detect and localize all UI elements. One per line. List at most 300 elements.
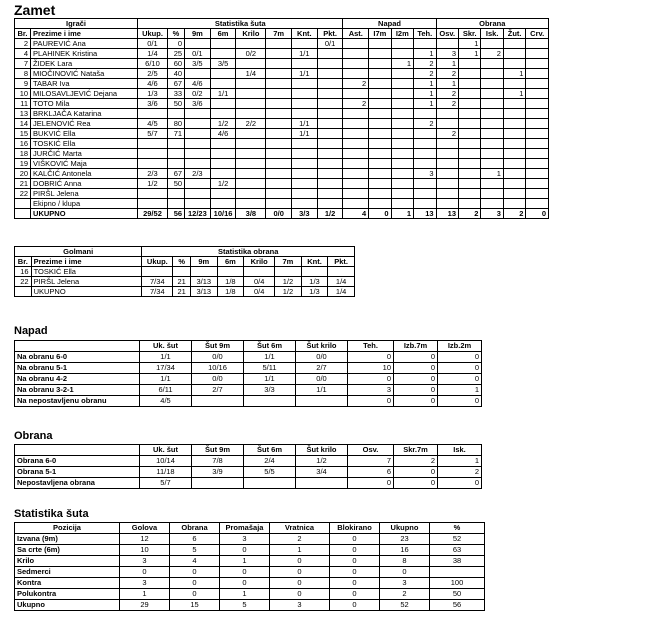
table-cell: 1/4 bbox=[328, 277, 355, 287]
table-cell: 0/4 bbox=[244, 287, 275, 297]
goalkeepers-table bbox=[14, 246, 355, 297]
table-cell: 2 bbox=[503, 209, 525, 219]
table-cell: 1/3 bbox=[301, 277, 328, 287]
table-cell bbox=[173, 267, 191, 277]
player-row bbox=[15, 69, 549, 79]
table-cell: 3/3 bbox=[244, 385, 296, 396]
column-header: Skr.7m bbox=[394, 445, 438, 456]
table-cell bbox=[317, 139, 343, 149]
table-cell: 0 bbox=[394, 467, 438, 478]
table-cell bbox=[391, 109, 413, 119]
table-cell bbox=[210, 199, 236, 209]
player-row bbox=[15, 59, 549, 69]
table-cell bbox=[459, 69, 481, 79]
table-cell: 0 bbox=[270, 589, 330, 600]
table-cell bbox=[236, 109, 266, 119]
table-cell bbox=[369, 169, 391, 179]
table-cell: 0/0 bbox=[192, 352, 244, 363]
table-cell bbox=[503, 49, 525, 59]
table-cell bbox=[317, 109, 343, 119]
napad-table bbox=[14, 340, 482, 407]
table-cell bbox=[526, 149, 549, 159]
table-cell bbox=[266, 139, 292, 149]
table-cell bbox=[317, 179, 343, 189]
column-header: Blokirano bbox=[330, 523, 380, 534]
table-cell: 22 bbox=[15, 189, 31, 199]
column-header: I7m bbox=[369, 29, 391, 39]
table-cell bbox=[436, 119, 458, 129]
column-header: I2m bbox=[391, 29, 413, 39]
table-cell: 0/0 bbox=[192, 374, 244, 385]
table-cell: 16 bbox=[15, 267, 32, 277]
table-cell: 11/18 bbox=[140, 467, 192, 478]
column-header: Osv. bbox=[348, 445, 394, 456]
table-cell: 6 bbox=[348, 467, 394, 478]
table-cell bbox=[185, 149, 211, 159]
table-cell bbox=[266, 189, 292, 199]
table-cell: 3/13 bbox=[191, 277, 218, 287]
table-cell: 2 bbox=[481, 49, 503, 59]
table-cell bbox=[266, 39, 292, 49]
table-cell: 2/4 bbox=[244, 456, 296, 467]
table-cell bbox=[436, 169, 458, 179]
table-cell bbox=[317, 199, 343, 209]
table-cell bbox=[391, 119, 413, 129]
table-cell bbox=[236, 199, 266, 209]
column-header: 7m bbox=[266, 29, 292, 39]
table-cell bbox=[217, 267, 244, 277]
table-cell: 29 bbox=[120, 600, 170, 611]
table-cell: 29/52 bbox=[138, 209, 168, 219]
table-cell bbox=[369, 179, 391, 189]
table-cell: 1 bbox=[436, 79, 458, 89]
table-cell bbox=[459, 199, 481, 209]
table-cell bbox=[210, 169, 236, 179]
column-header: Skr. bbox=[459, 29, 481, 39]
table-cell: 38 bbox=[430, 556, 485, 567]
table-cell: 1 bbox=[414, 99, 437, 109]
table-cell: 0 bbox=[170, 578, 220, 589]
table-cell: 10 bbox=[15, 89, 31, 99]
table-cell: 1/2 bbox=[317, 209, 343, 219]
column-header: Br. bbox=[15, 29, 31, 39]
player-row bbox=[15, 149, 549, 159]
table-cell bbox=[210, 39, 236, 49]
table-cell: VIŠKOVIĆ Maja bbox=[31, 159, 138, 169]
table-cell bbox=[236, 59, 266, 69]
table-cell: 8 bbox=[380, 556, 430, 567]
players-table bbox=[14, 18, 549, 219]
table-cell bbox=[167, 189, 184, 199]
table-cell: 0 bbox=[394, 478, 438, 489]
table-cell bbox=[414, 199, 437, 209]
table-cell: 50 bbox=[430, 589, 485, 600]
table-cell: 0/1 bbox=[138, 39, 168, 49]
table-cell bbox=[210, 99, 236, 109]
table-cell: 14 bbox=[15, 119, 31, 129]
table-cell bbox=[210, 109, 236, 119]
table-cell: 2/5 bbox=[138, 69, 168, 79]
table-cell: 60 bbox=[167, 59, 184, 69]
table-cell bbox=[459, 129, 481, 139]
table-cell bbox=[317, 159, 343, 169]
table-cell: 3 bbox=[436, 49, 458, 59]
group-header-attack: Napad bbox=[343, 19, 436, 29]
table-cell: Polukontra bbox=[15, 589, 120, 600]
table-cell bbox=[167, 159, 184, 169]
table-cell: 0/0 bbox=[296, 374, 348, 385]
table-cell bbox=[391, 89, 413, 99]
table-cell: Krilo bbox=[15, 556, 120, 567]
table-cell bbox=[301, 267, 328, 277]
group-header-defense: Obrana bbox=[436, 19, 548, 29]
table-cell: 0 bbox=[330, 578, 380, 589]
table-row bbox=[15, 363, 482, 374]
table-cell: 2/2 bbox=[236, 119, 266, 129]
table-cell: 5 bbox=[220, 600, 270, 611]
table-cell bbox=[369, 159, 391, 169]
column-header: Pkt. bbox=[328, 257, 355, 267]
table-cell: 1/8 bbox=[217, 277, 244, 287]
column-header: Vratnica bbox=[270, 523, 330, 534]
table-cell: 12 bbox=[120, 534, 170, 545]
table-cell bbox=[266, 119, 292, 129]
goalkeeper-row bbox=[15, 267, 355, 277]
table-cell bbox=[436, 39, 458, 49]
table-cell bbox=[503, 59, 525, 69]
table-cell: 0 bbox=[438, 396, 482, 407]
table-cell: 1 bbox=[503, 89, 525, 99]
table-cell: 1/1 bbox=[292, 49, 318, 59]
column-header: Krilo bbox=[244, 257, 275, 267]
table-cell bbox=[236, 189, 266, 199]
table-cell bbox=[138, 149, 168, 159]
table-cell: 16 bbox=[15, 139, 31, 149]
table-cell: DOBRIĆ Anna bbox=[31, 179, 138, 189]
table-cell bbox=[343, 189, 369, 199]
table-cell bbox=[266, 129, 292, 139]
column-header: Prezime i ime bbox=[31, 257, 142, 267]
player-row bbox=[15, 89, 549, 99]
table-cell bbox=[236, 129, 266, 139]
table-cell: 5 bbox=[170, 545, 220, 556]
group-header-shot-stats: Statistika šuta bbox=[138, 19, 343, 29]
table-cell: 2 bbox=[380, 589, 430, 600]
column-header: Ukup. bbox=[138, 29, 168, 39]
table-cell bbox=[244, 396, 296, 407]
table-cell: 2/7 bbox=[192, 385, 244, 396]
table-cell: 13 bbox=[15, 109, 31, 119]
table-cell: 2/3 bbox=[138, 169, 168, 179]
table-cell: 0 bbox=[380, 567, 430, 578]
table-cell: 1 bbox=[220, 589, 270, 600]
table-cell: 0 bbox=[348, 396, 394, 407]
table-cell bbox=[391, 79, 413, 89]
table-cell bbox=[369, 79, 391, 89]
table-cell: 0 bbox=[330, 545, 380, 556]
player-row bbox=[15, 139, 549, 149]
column-header: Teh. bbox=[348, 341, 394, 352]
table-cell bbox=[292, 109, 318, 119]
table-cell bbox=[459, 109, 481, 119]
table-cell bbox=[369, 109, 391, 119]
table-cell bbox=[459, 189, 481, 199]
table-cell: 2 bbox=[436, 69, 458, 79]
table-cell bbox=[185, 179, 211, 189]
column-header: Šut 6m bbox=[244, 445, 296, 456]
player-row bbox=[15, 199, 549, 209]
table-cell: 1/4 bbox=[328, 287, 355, 297]
table-cell: 1 bbox=[414, 79, 437, 89]
player-row bbox=[15, 79, 549, 89]
player-row bbox=[15, 159, 549, 169]
table-cell bbox=[292, 199, 318, 209]
player-row bbox=[15, 209, 549, 219]
table-cell bbox=[481, 149, 503, 159]
table-cell: 1/1 bbox=[292, 69, 318, 79]
table-cell: 22 bbox=[15, 277, 32, 287]
table-cell: JELENOVIĆ Rea bbox=[31, 119, 138, 129]
table-cell bbox=[526, 39, 549, 49]
table-cell: 33 bbox=[167, 89, 184, 99]
table-cell bbox=[481, 99, 503, 109]
table-cell: 0 bbox=[170, 567, 220, 578]
table-cell bbox=[236, 39, 266, 49]
table-cell bbox=[15, 209, 31, 219]
table-cell: BRKLJAČA Katarina bbox=[31, 109, 138, 119]
table-cell bbox=[369, 149, 391, 159]
table-cell bbox=[210, 79, 236, 89]
table-cell bbox=[481, 139, 503, 149]
table-cell: 0/0 bbox=[296, 352, 348, 363]
column-header: Promašaja bbox=[220, 523, 270, 534]
table-row bbox=[15, 396, 482, 407]
table-cell: 1 bbox=[120, 589, 170, 600]
table-cell bbox=[526, 79, 549, 89]
table-cell bbox=[503, 119, 525, 129]
table-cell: ŽIDEK Lara bbox=[31, 59, 138, 69]
table-cell bbox=[391, 199, 413, 209]
table-cell: 25 bbox=[167, 49, 184, 59]
table-cell: 1/2 bbox=[210, 119, 236, 129]
table-cell bbox=[343, 199, 369, 209]
table-cell bbox=[369, 199, 391, 209]
table-cell bbox=[459, 169, 481, 179]
table-cell bbox=[317, 49, 343, 59]
table-cell bbox=[317, 129, 343, 139]
player-row bbox=[15, 119, 549, 129]
table-cell bbox=[391, 49, 413, 59]
table-cell bbox=[391, 129, 413, 139]
shot-row bbox=[15, 545, 485, 556]
table-cell bbox=[292, 139, 318, 149]
table-cell: 67 bbox=[167, 169, 184, 179]
table-cell bbox=[244, 478, 296, 489]
team-title: Zamet bbox=[14, 2, 56, 18]
table-cell bbox=[503, 79, 525, 89]
table-cell: PAUREVIĆ Ana bbox=[31, 39, 138, 49]
table-cell bbox=[436, 149, 458, 159]
table-cell bbox=[343, 179, 369, 189]
table-cell: Na obranu 5-1 bbox=[15, 363, 140, 374]
table-cell: 16 bbox=[380, 545, 430, 556]
table-cell: 2/7 bbox=[296, 363, 348, 374]
shot-row bbox=[15, 600, 485, 611]
table-cell bbox=[414, 189, 437, 199]
table-cell: Na obranu 3-2-1 bbox=[15, 385, 140, 396]
table-cell bbox=[185, 159, 211, 169]
column-header-row bbox=[15, 523, 485, 534]
table-cell bbox=[292, 149, 318, 159]
table-cell bbox=[343, 59, 369, 69]
table-cell bbox=[210, 69, 236, 79]
column-header: Šut 6m bbox=[244, 341, 296, 352]
table-cell: 1 bbox=[436, 59, 458, 69]
table-cell: MILOSAVLJEVIĆ Dejana bbox=[31, 89, 138, 99]
column-header: Izb.2m bbox=[438, 341, 482, 352]
table-cell bbox=[414, 179, 437, 189]
table-cell bbox=[369, 59, 391, 69]
table-cell bbox=[185, 199, 211, 209]
column-header: Br. bbox=[15, 257, 32, 267]
table-cell bbox=[266, 149, 292, 159]
table-cell bbox=[459, 99, 481, 109]
table-cell bbox=[391, 39, 413, 49]
table-cell: 0 bbox=[438, 352, 482, 363]
table-cell bbox=[236, 139, 266, 149]
table-cell: 7/8 bbox=[192, 456, 244, 467]
table-cell bbox=[481, 39, 503, 49]
table-cell: 21 bbox=[173, 287, 191, 297]
table-cell bbox=[266, 199, 292, 209]
table-cell bbox=[343, 109, 369, 119]
column-header: Pozicija bbox=[15, 523, 120, 534]
table-cell: 3/3 bbox=[292, 209, 318, 219]
table-cell bbox=[436, 159, 458, 169]
table-cell: 3 bbox=[348, 385, 394, 396]
table-cell: 2 bbox=[436, 129, 458, 139]
table-cell: 2/3 bbox=[185, 169, 211, 179]
table-cell: 4 bbox=[170, 556, 220, 567]
table-cell: 0 bbox=[330, 556, 380, 567]
table-cell: 3 bbox=[120, 578, 170, 589]
table-cell bbox=[236, 169, 266, 179]
table-cell bbox=[391, 99, 413, 109]
table-cell: 21 bbox=[15, 179, 31, 189]
table-row bbox=[15, 456, 482, 467]
table-cell: TOSKIĆ Ella bbox=[31, 267, 142, 277]
table-cell bbox=[317, 59, 343, 69]
table-cell bbox=[526, 109, 549, 119]
table-cell bbox=[503, 159, 525, 169]
table-cell bbox=[503, 99, 525, 109]
table-cell bbox=[266, 99, 292, 109]
table-cell: 4/6 bbox=[210, 129, 236, 139]
table-cell: 0 bbox=[394, 385, 438, 396]
table-cell bbox=[185, 129, 211, 139]
table-cell bbox=[526, 169, 549, 179]
table-cell: 10 bbox=[348, 363, 394, 374]
table-cell: 71 bbox=[167, 129, 184, 139]
table-cell: 19 bbox=[15, 159, 31, 169]
table-cell bbox=[266, 159, 292, 169]
table-cell: 1/2 bbox=[210, 179, 236, 189]
player-row bbox=[15, 169, 549, 179]
table-cell bbox=[343, 149, 369, 159]
table-cell: 13 bbox=[436, 209, 458, 219]
table-cell: 2 bbox=[270, 534, 330, 545]
table-cell: 3 bbox=[220, 534, 270, 545]
table-cell: 8 bbox=[15, 69, 31, 79]
table-cell bbox=[138, 109, 168, 119]
obrana-table bbox=[14, 444, 482, 489]
table-cell: 4/5 bbox=[140, 396, 192, 407]
table-cell: 0 bbox=[220, 545, 270, 556]
table-cell bbox=[185, 139, 211, 149]
table-cell: 2 bbox=[394, 456, 438, 467]
table-cell bbox=[317, 79, 343, 89]
table-cell bbox=[503, 169, 525, 179]
table-cell: 2 bbox=[414, 59, 437, 69]
table-cell bbox=[317, 169, 343, 179]
table-cell: 4 bbox=[15, 49, 31, 59]
table-cell: Na obranu 6-0 bbox=[15, 352, 140, 363]
table-cell bbox=[503, 39, 525, 49]
table-cell bbox=[391, 159, 413, 169]
table-cell bbox=[481, 69, 503, 79]
table-cell bbox=[343, 39, 369, 49]
table-cell bbox=[526, 99, 549, 109]
table-cell bbox=[369, 89, 391, 99]
table-cell bbox=[15, 199, 31, 209]
table-cell: 50 bbox=[167, 99, 184, 109]
shot-row bbox=[15, 534, 485, 545]
table-cell bbox=[414, 39, 437, 49]
table-cell: 3/13 bbox=[191, 287, 218, 297]
table-cell: 0/1 bbox=[185, 49, 211, 59]
table-cell bbox=[459, 179, 481, 189]
table-cell: JURČIĆ Marta bbox=[31, 149, 138, 159]
table-cell bbox=[138, 159, 168, 169]
table-cell: 1 bbox=[391, 209, 413, 219]
table-cell bbox=[503, 139, 525, 149]
column-header: 9m bbox=[185, 29, 211, 39]
table-cell: 50 bbox=[167, 179, 184, 189]
table-cell bbox=[296, 396, 348, 407]
table-cell bbox=[343, 69, 369, 79]
table-cell: 1/4 bbox=[138, 49, 168, 59]
table-cell: 52 bbox=[430, 534, 485, 545]
table-cell: 1/1 bbox=[244, 374, 296, 385]
column-header: Pkt. bbox=[317, 29, 343, 39]
table-cell: 100 bbox=[430, 578, 485, 589]
table-cell bbox=[167, 139, 184, 149]
column-header: Uk. šut bbox=[140, 341, 192, 352]
table-cell bbox=[481, 179, 503, 189]
table-cell: 56 bbox=[167, 209, 184, 219]
goalkeepers-group-header-row bbox=[15, 247, 355, 257]
table-cell: 0 bbox=[270, 578, 330, 589]
table-cell: 2 bbox=[343, 99, 369, 109]
table-cell bbox=[526, 139, 549, 149]
table-cell bbox=[343, 49, 369, 59]
column-header: 6m bbox=[217, 257, 244, 267]
table-cell: 0 bbox=[270, 567, 330, 578]
column-header: % bbox=[173, 257, 191, 267]
table-cell: 23 bbox=[380, 534, 430, 545]
napad-title: Napad bbox=[14, 325, 48, 337]
table-row bbox=[15, 467, 482, 478]
